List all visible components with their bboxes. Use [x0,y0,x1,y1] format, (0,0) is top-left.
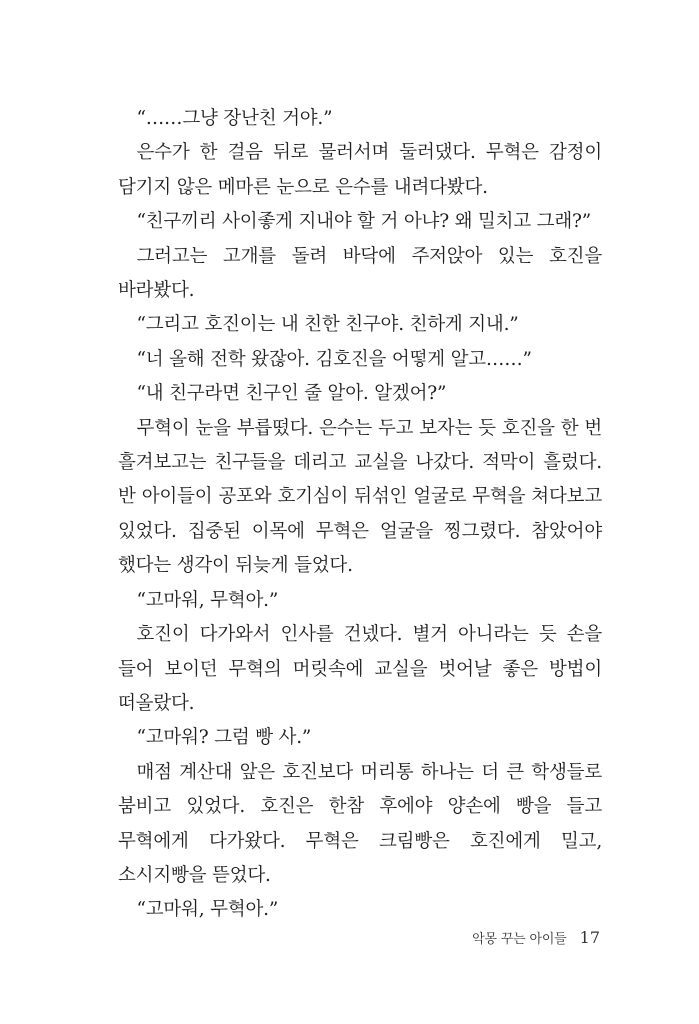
paragraph: “그리고 호진이는 내 친한 친구야. 친하게 지내.” [136,314,519,336]
paragraph: “……그냥 장난친 거야.” [136,108,333,129]
paragraph: 그러고는 고개를 돌려 바닥에 주저앉아 있는 호진을 바라봤다. [118,245,602,302]
paragraph: “고마워, 무혁아.” [136,589,279,611]
page-footer [472,928,600,947]
paragraph: “고마워, 무혁아.” [136,899,279,921]
body-text [118,102,602,928]
page-number: 17 [579,928,600,947]
paragraph: “너 올해 전학 왔잖아. 김호진을 어떻게 알고……” [136,348,532,370]
paragraph: 은수가 한 걸음 뒤로 물러서며 둘러댔다. 무혁은 감정이 담기지 않은 메마른 눈으로 은수를 내려다봤다. [118,142,602,198]
paragraph: “친구끼리 사이좋게 지내야 할 거 아냐? 왜 밀치고 그래?” [136,211,591,233]
paragraph: 호진이 다가와서 인사를 건넸다. 별거 아니라는 듯 손을 들어 보이던 무혁의 머릿속에 교실을 벗어날 좋은 방법이 떠올랐다. [118,624,602,714]
running-title: 악몽 꾸는 아이들 [472,932,567,947]
paragraph: “고마워? 그럼 빵 사.” [136,727,312,749]
paragraph: 매점 계산대 앞은 호진보다 머리통 하나는 더 큰 학생들로 붐비고 있었다. 호진은 한참 후에야 양손에 빵을 들고 무혁에게 다가왔다. 무혁은 크림빵은 호진에게 밀고, 소시지빵을 뜯었다. [118,761,602,886]
paragraph: 무혁이 눈을 부릅떴다. 은수는 두고 보자는 듯 호진을 한 번 흘겨보고는 친구들을 데리고 교실을 나갔다. 적막이 흘렀다. 반 아이들이 공포와 호기심이 뒤섞인 얼굴로 무혁을 쳐다보고 있었다. 집중된 이목에 무혁은 얼굴을 찡그렸다. 참았어야 했다는 생각이 뒤늦게 들었다. [118,417,602,577]
paragraph: “내 친구라면 친구인 줄 알아. 알겠어?” [136,383,447,405]
